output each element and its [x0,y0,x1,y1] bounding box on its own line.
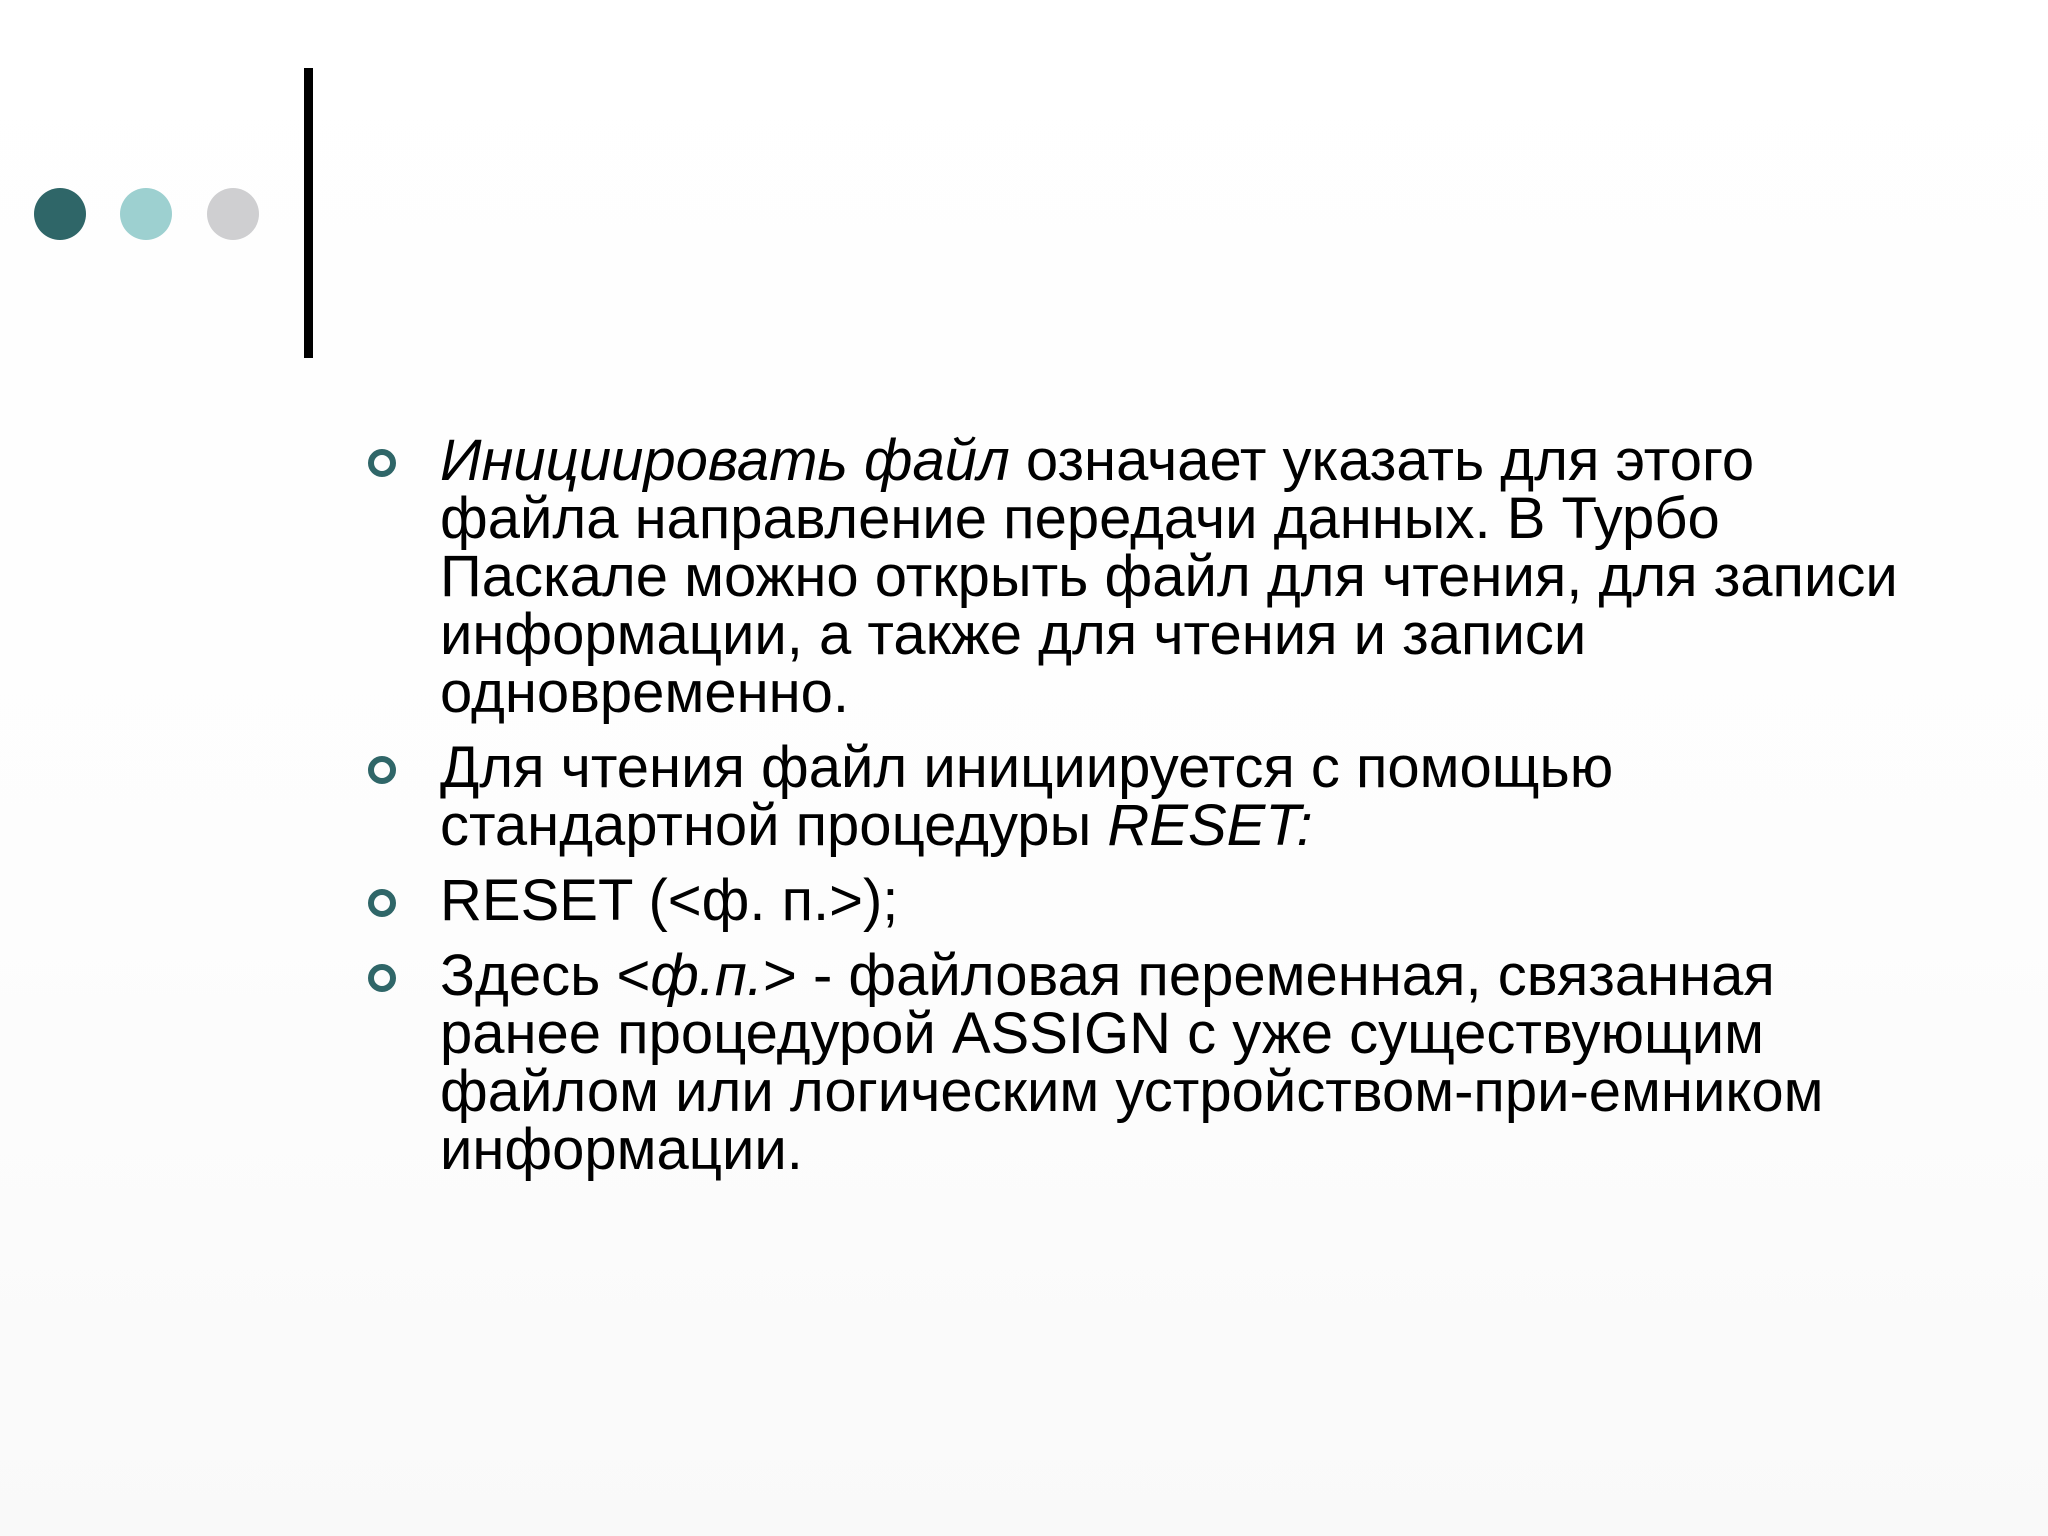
decor-vertical-line [304,68,313,358]
term-reset: RESET: [1107,793,1313,858]
term-file-variable: ф.п. [650,943,763,1008]
term-initiate-file: Инициировать файл [440,428,1010,493]
bullet-text: Для чтения файл инициируется с помощью стандартной процедуры [440,735,1614,858]
bullet-item-reset-syntax [440,868,1940,933]
bullet-item-init [440,428,1940,725]
bullet-text: означает указать для этого файла направление передачи данных. В Турбо Паскале можно открыть файл для чтения, для записи информации, а также для чтения и записи одновременно. [440,428,1898,725]
bullet-text: > - файловая переменная, связанная ранее процедурой ASSIGN с уже существующим файлом или логическим устройством-при-емником информации. [440,943,1824,1182]
ring-bullet-icon [368,449,396,477]
bullet-item-explanation [440,943,1940,1182]
bullet-item-reading [440,735,1940,858]
ring-bullet-icon [368,889,396,917]
decor-dot-gray [207,188,259,240]
ring-bullet-icon [368,756,396,784]
bullet-list [440,428,1940,1196]
bullet-lead: Здесь < [440,943,651,1008]
ring-bullet-icon [368,964,396,992]
bullet-text: RESET (<ф. п.>); [440,868,899,933]
decor-dot-dark [34,188,86,240]
decor-dot-light [120,188,172,240]
